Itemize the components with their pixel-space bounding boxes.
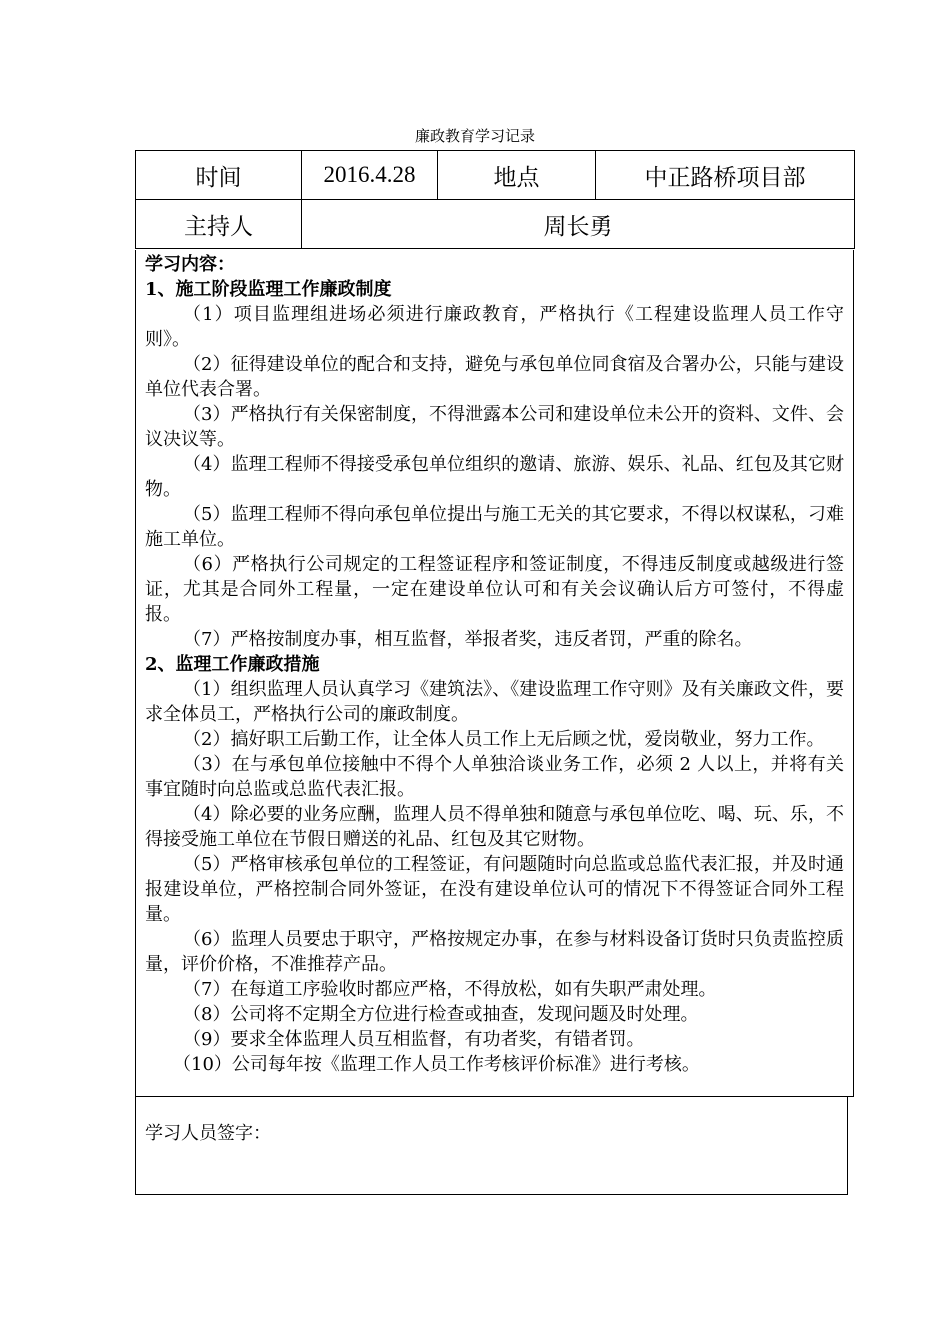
section2-item: （9）要求全体监理人员互相监督，有功者奖，有错者罚。: [183, 1029, 645, 1050]
header-table: [135, 150, 855, 249]
section2-item: （5）严格审核承包单位的工程签证，有问题随时向总监或总监代表汇报，并及时通报建设单位，严格控制合同外签证，在没有建设单位认可的情况下不得签证合同外工程量。: [145, 854, 844, 925]
section2-item: （4）除必要的业务应酬，监理人员不得单独和随意与承包单位吃、喝、玩、乐，不得接受施工单位在节假日赠送的礼品、红包及其它财物。: [145, 804, 844, 850]
section1-title: 1、施工阶段监理工作廉政制度: [145, 279, 392, 300]
content-heading: 学习内容：: [145, 254, 235, 275]
section1-item: （4）监理工程师不得接受承包单位组织的邀请、旅游、娱乐、礼品、红包及其它财物。: [145, 454, 844, 500]
time-label: 时间: [136, 151, 302, 200]
signature-box: [135, 1097, 848, 1195]
section1-item: （2）征得建设单位的配合和支持，避免与承包单位同食宿及合署办公，只能与建设单位代表合署。: [145, 354, 844, 400]
section1-item: （3）严格执行有关保密制度，不得泄露本公司和建设单位未公开的资料、文件、会议决议等。: [145, 404, 844, 450]
signature-label: 学习人员签字：: [145, 1123, 271, 1144]
document-title: 廉政教育学习记录: [414, 127, 535, 145]
section1-item: （7）严格按制度办事，相互监督，举报者奖，违反者罚，严重的除名。: [183, 629, 753, 650]
host-label: 主持人: [136, 200, 302, 249]
header-row-time-place: [136, 151, 855, 200]
section1-item: （5）监理工程师不得向承包单位提出与施工无关的其它要求，不得以权谋私，刁难施工单位。: [145, 504, 844, 550]
section2-item: （10）公司每年按《监理工作人员工作考核评价标准》进行考核。: [173, 1054, 700, 1075]
section2-item: （8）公司将不定期全方位进行检查或抽查，发现问题及时处理。: [183, 1004, 699, 1025]
section2-item: （3）在与承包单位接触中不得个人单独洽谈业务工作，必须 2 人以上，并将有关事宜随时向总监或总监代表汇报。: [145, 754, 844, 800]
section1-item: （6）严格执行公司规定的工程签证程序和签证制度，不得违反制度或越级进行签证，尤其是合同外工程量，一定在建设单位认可和有关会议确认后方可签付，不得虚报。: [145, 554, 844, 625]
section1-item: （1）项目监理组进场必须进行廉政教育，严格执行《工程建设监理人员工作守则》。: [145, 304, 844, 350]
section2-title: 2、监理工作廉政措施: [145, 654, 320, 675]
header-row-host: [136, 200, 855, 249]
section2-item: （7）在每道工序验收时都应严格，不得放松，如有失职严肃处理。: [183, 979, 717, 1000]
section2-item: （2）搞好职工后勤工作，让全体人员工作上无后顾之忧，爱岗敬业，努力工作。: [183, 729, 825, 750]
place-value: 中正路桥项目部: [596, 151, 855, 200]
study-content: [135, 250, 854, 1097]
section2-item: （1）组织监理人员认真学习《建筑法》、《建设监理工作守则》及有关廉政文件，要求全体员工，严格执行公司的廉政制度。: [145, 679, 844, 725]
place-label: 地点: [438, 151, 596, 200]
time-value: 2016.4.28: [302, 151, 438, 200]
host-value: 周长勇: [302, 200, 855, 249]
section2-item: （6）监理人员要忠于职守，严格按规定办事，在参与材料设备订货时只负责监控质量，评价价格，不准推荐产品。: [145, 929, 844, 975]
